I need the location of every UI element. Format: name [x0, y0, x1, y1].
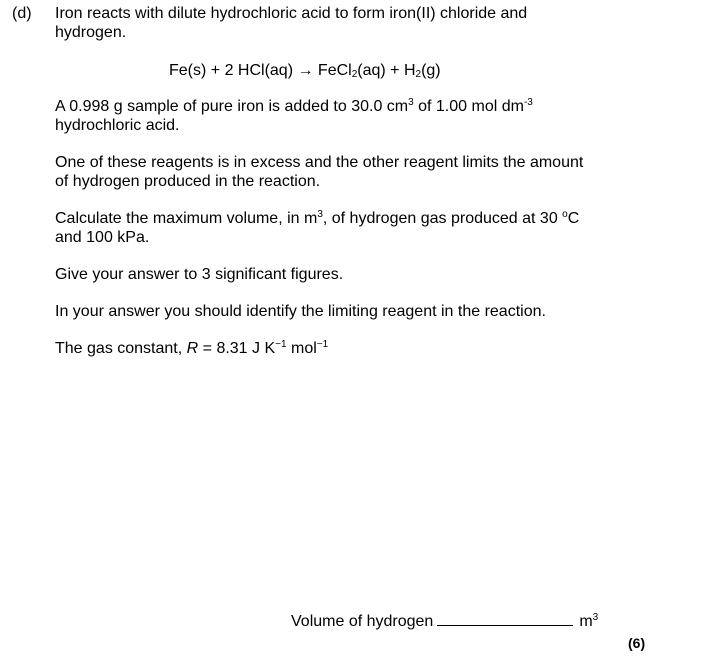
- sample-text-1: A 0.998 g sample of pure iron is added to 30.0 cm: [55, 98, 409, 115]
- gas-constant-mid: mol: [286, 340, 317, 357]
- equation-mid: (aq) + H: [357, 62, 416, 79]
- sample-line-2: hydrochloric acid.: [55, 117, 180, 134]
- gas-constant: [55, 339, 655, 358]
- gas-constant-sup-1: −1: [275, 339, 287, 350]
- calc-line-1: [55, 209, 655, 228]
- gas-constant-symbol: R: [186, 340, 199, 357]
- question-intro: [55, 4, 655, 42]
- answer-row: [291, 611, 598, 631]
- sig-figs-instruction: Give your answer to 3 significant figures.: [55, 266, 344, 283]
- equation-lhs: Fe(s) + 2 HCl(aq) → FeCl: [169, 62, 352, 79]
- excess-statement: [55, 153, 655, 191]
- calculation-instruction: [55, 209, 655, 247]
- equation-end: (g): [421, 62, 441, 79]
- calc-text-3: C: [567, 210, 580, 227]
- excess-line-1: One of these reagents is in excess and the other reagent limits the amount: [55, 154, 584, 171]
- excess-line-2: of hydrogen produced in the reaction.: [55, 173, 321, 190]
- equation-subscript-1: 2: [351, 69, 358, 80]
- marks-label: (6): [628, 635, 646, 651]
- calc-degree-sign: o: [562, 209, 568, 220]
- limiting-reagent-instruction: In your answer you should identify the limiting reagent in the reaction.: [55, 303, 546, 320]
- answer-unit: m: [579, 613, 593, 630]
- gas-constant-value: = 8.31 J K: [198, 340, 276, 357]
- sample-description: [55, 97, 655, 135]
- question-intro-line-2: hydrogen.: [55, 24, 127, 41]
- question-part-label: (d): [12, 5, 32, 22]
- sample-line-1: [55, 97, 655, 116]
- chemical-equation: [169, 61, 441, 80]
- calc-sup-1: 3: [317, 209, 323, 220]
- calc-line-2: and 100 kPa.: [55, 229, 150, 246]
- answer-unit-sup: 3: [592, 612, 599, 623]
- sample-sup-1: 3: [408, 97, 414, 108]
- gas-constant-sup-2: −1: [316, 339, 329, 350]
- gas-constant-prefix: The gas constant,: [55, 340, 187, 357]
- answer-input-line[interactable]: [437, 611, 573, 626]
- answer-label: Volume of hydrogen: [291, 613, 434, 630]
- sample-sup-2: -3: [523, 97, 533, 108]
- calc-text-2: , of hydrogen gas produced at 30: [322, 210, 563, 227]
- equation-subscript-2: 2: [415, 69, 422, 80]
- calc-text-1: Calculate the maximum volume, in m: [55, 210, 318, 227]
- sample-text-2: of 1.00 mol dm: [413, 98, 524, 115]
- question-intro-line-1: Iron reacts with dilute hydrochloric acid to form iron(II) chloride and: [55, 5, 528, 22]
